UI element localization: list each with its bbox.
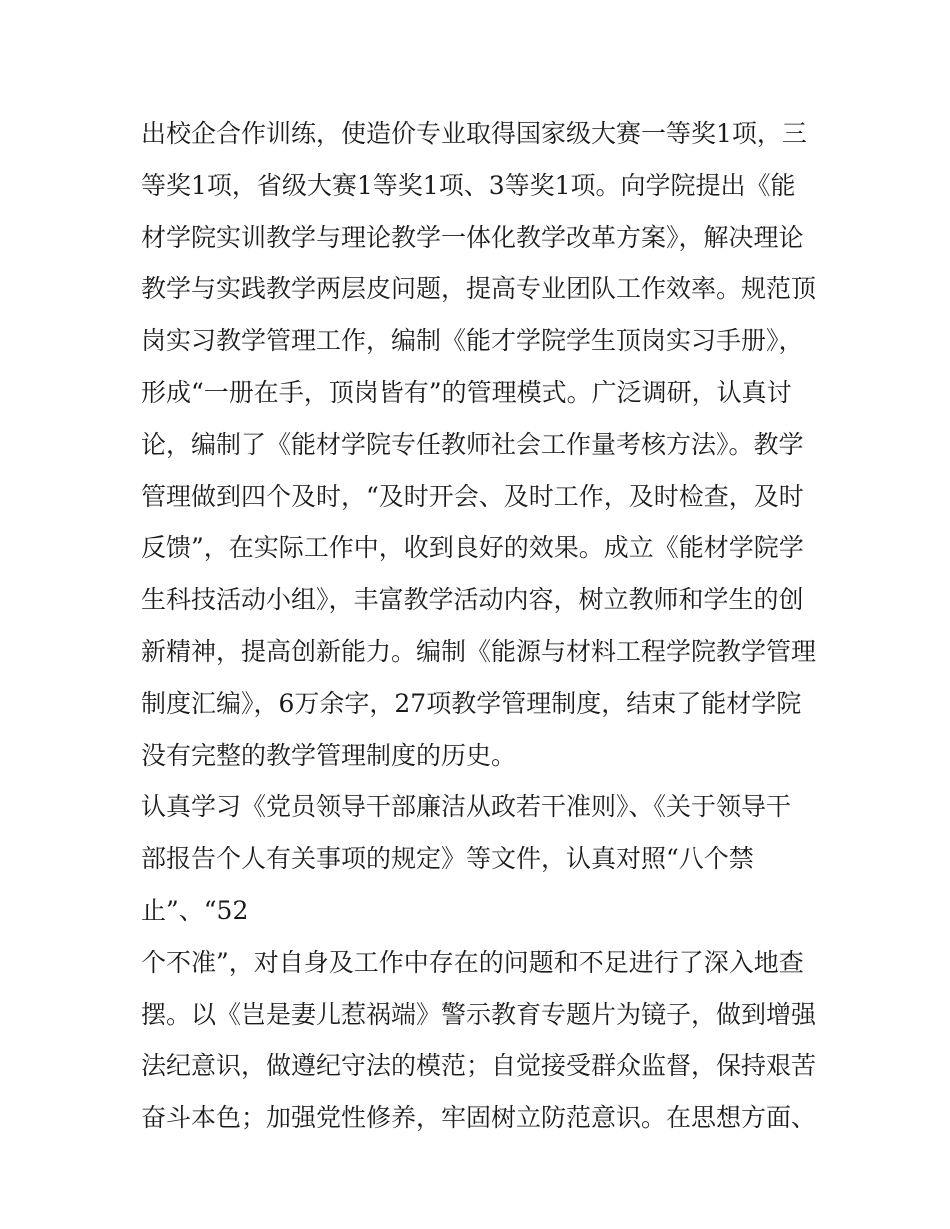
text-line: 认真学习《党员领导干部廉洁从政若干准则》、《关于领导干 — [141, 792, 792, 822]
text-line: 等奖1项，省级大赛1等奖1项、3等奖1项。向学院提出《能 — [141, 170, 796, 200]
text-line: 形成“一册在手，顶岗皆有”的管理模式。广泛调研，认真讨 — [141, 377, 792, 407]
text-line: 法纪意识，做遵纪守法的模范；自觉接受群众监督，保持艰苦 — [141, 1051, 817, 1081]
text-line: 摆。以《岂是妻儿惹祸端》警示教育专题片为镜子，做到增强 — [141, 999, 817, 1029]
text-line: 个不准”，对自身及工作中存在的问题和不足进行了深入地查 — [141, 947, 804, 977]
body-text — [141, 108, 821, 1144]
text-line: 新精神，提高创新能力。编制《能源与材料工程学院教学管理 — [141, 636, 817, 666]
text-line: 论，编制了《能材学院专任教师社会工作量考核方法》。教学 — [141, 429, 804, 459]
text-line: 出校企合作训练，使造价专业取得国家级大赛一等奖1项，三 — [141, 119, 807, 148]
text-line: 管理做到四个及时，“及时开会、及时工作，及时检查，及时 — [141, 481, 804, 511]
text-line: 材学院实训教学与理论教学一体化教学改革方案》，解决理论 — [141, 222, 804, 252]
text-line: 岗实习教学管理工作，编制《能才学院学生顶岗实习手册》， — [141, 326, 804, 356]
text-line: 生科技活动小组》，丰富教学活动内容，树立教师和学生的创 — [141, 585, 804, 615]
text-line: 止”、“52 — [141, 895, 249, 925]
text-line: 部报告个人有关事项的规定》等文件，认真对照“八个禁 — [141, 844, 754, 874]
text-line: 奋斗本色；加强党性修养，牢固树立防范意识。在思想方面、 — [141, 1103, 817, 1133]
text-line: 教学与实践教学两层皮问题，提高专业团队工作效率。规范顶 — [141, 274, 817, 304]
text-line: 反馈”，在实际工作中，收到良好的效果。成立《能材学院学 — [141, 533, 804, 563]
text-line: 制度汇编》，6万余字，27项教学管理制度，结束了能材学院 — [141, 688, 802, 718]
text-line: 没有完整的教学管理制度的历史。 — [141, 740, 517, 770]
